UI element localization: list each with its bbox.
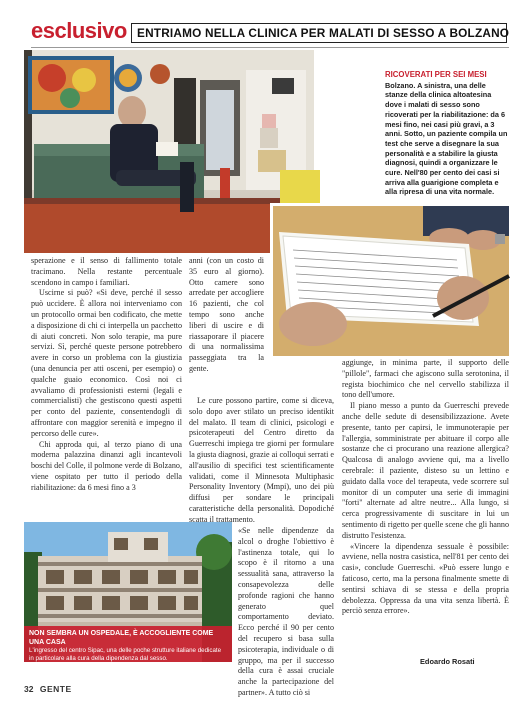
paragraph: sperazione e il senso di fallimento totale tracimano. Nella restante percentuale scendono in campo i familiari.	[31, 256, 182, 287]
caption-text: Bolzano. A sinistra, una delle stanze della clinica altoatesina dove i malati di sesso sono ricoverati per la riabilitazione: da 6 mesi fino, nei casi più gravi, a 3 anni. Sotto, un paziente compila un test che serve a disegnare la sua personalità e a stabilire la giusta diagnosi, quindi a organizzare le cure. Nell'80 per cento dei casi si arriva alla guarigione completa e alla ripresa di una vita normale.	[385, 80, 508, 197]
caption-bottom-title: NON SEMBRA UN OSPEDALE, È ACCOGLIENTE COME UNA CASA	[29, 630, 214, 646]
section-kicker: esclusivo	[31, 18, 127, 43]
article-column-2-top	[189, 256, 264, 394]
magazine-name: GENTE	[39, 684, 72, 694]
paragraph: Uscirne si può? «Si deve, perché il sesso può uccidere. È allora noi interveniamo con un protocollo ormai ben codificato, che mette a disposizione di chi ci interpella un pacchetto di aiuti concreti. Non solo terapie, ma pure servizi. Sì, perché queste persone potrebbero avere in corso un problema con la giustizia (una denuncia per atti osceni, per esempio) o qualche guaio economico. Così noi ci avvaliamo di professionisti esterni (legali e commercialisti) che gestiscono questi aspetti per conto del paziente, consentendogli di affrontare con maggior serenità e impegno il percorso delle cure».	[31, 288, 182, 438]
caption-bottom-text: L'ingresso del centro Sipac, una delle poche strutture italiane dedicate in particolare alla cura della dipendenza dal sesso.	[29, 647, 222, 662]
paragraph: Il piano messo a punto da Guerreschi prevede anche delle sedute di desensibilizzazione. Avete presente, tanto per capirsi, le immunoterapie per l'allergia, somministrate per abituare il corpo alle sostanze che ci procurano una reazione allergica? Qualcosa di analogo avviene qui, ma a livello cerebrale: il paziente, disteso su un lettino e guidato dalla voce del terapeuta, vede scorrere sul monitor di un computer una serie di immagini "forti" alternate ad altre neutre... Alla lungo, si cerca progressivamente di suscitare in lui un sentimento di rigetto per quelle scene che gli hanno distrutto l'esistenza.	[342, 401, 509, 540]
article-header	[31, 20, 509, 46]
paragraph: anni (con un costo di 35 euro al giorno). Otto camere sono arredate per accogliere 16 pazienti, che col tempo sono anche liberi di uscire e di riassaporare il piacere di una normalissima passeggiata tra la gente.	[189, 256, 264, 373]
paragraph: aggiunge, in minima parte, il supporto delle "pillole", farmaci che agiscono sulla serotonina, il regista biochimico che nel cervello stabilizza il tono dell'umore.	[342, 358, 509, 400]
photo-caption-right	[385, 70, 509, 197]
article-column-3	[342, 358, 509, 666]
paragraph: Chi approda qui, al terzo piano di una moderna palazzina dinanzi agli incantevoli boschi del Colle, il polmone verde di Bolzano, viene ospitato per tutto il periodo della riabilitazione: da 6 mesi fino a 3	[31, 439, 182, 492]
page-footer	[24, 684, 72, 694]
page-number: 32	[24, 684, 34, 694]
paragraph: Le cure possono partire, come si diceva, solo dopo aver stilato un preciso identikit del malato. Il team di clinici, psicologi e psicoterapeuti del Centro diretto da Guerreschi impiega tre giorni per formulare la giusta diagnosi, grazie ai colloqui serrati e all'ausilio di specifici test scientificamente validati, come il Minnesota Multiphasic Personality Inventory (Mmpi), uno dei più diffusi per sondare le principali caratteristiche della personalità. Dopodiché scatta il trattamento.	[189, 396, 334, 524]
photo-caption-bottom	[24, 626, 232, 662]
article-column-1	[31, 256, 182, 518]
paragraph: «Vincere la dipendenza sessuale è possibile: avviene, nella nostra casistica, nell'81 per cento dei casi», conclude Guerreschi. «Può essere lungo e faticoso, certo, ma la persona finalmente smette di sentirsi schiava di se stessa e della propria debolezza. Oppressa da una vita senza libertà. È perciò senza errore».	[342, 541, 509, 616]
header-rule	[31, 47, 509, 48]
article-column-2-middle	[189, 396, 334, 526]
patient-test-photo	[270, 203, 506, 353]
paragraph: «Se nelle dipendenze da alcol o droghe l'obiettivo è l'astinenza totale, qui lo scopo è il ritorno a una sessualità sana, attraverso la consapevolezza delle profonde ragioni che hanno generato quel comportamento deviato. Ecco perché il 90 per cento del recupero si basa sulla psicoterapia, individuale o di gruppo, ma per il successo della cura è assai cruciale anche la partecipazione del partner». A tutto ciò si	[238, 526, 334, 697]
caption-title: RICOVERATI PER SEI MESI	[385, 70, 487, 79]
author-signature: Edoardo Rosati	[420, 657, 475, 666]
article-column-2-bottom	[238, 526, 334, 697]
headline: ENTRIAMO NELLA CLINICA PER MALATI DI SESSO A BOLZANO	[131, 23, 507, 43]
